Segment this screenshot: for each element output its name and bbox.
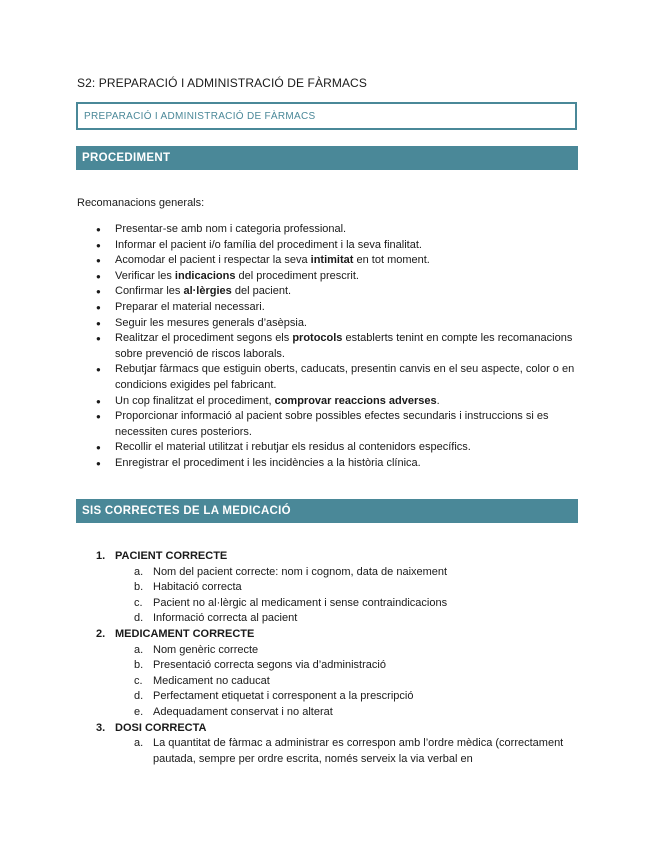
sub-list	[115, 643, 576, 721]
sub-list-item: e. Adequadament conservat i no alterat	[134, 705, 333, 718]
procediment-heading: PROCEDIMENT	[82, 152, 171, 164]
list-item: ● Preparar el material necessari.	[96, 300, 576, 316]
recommendations-intro: Recomanacions generals:	[77, 197, 205, 209]
list-item: ● Realitzar el procediment segons els protocols establerts tenint en compte les recomanacions sobre prevenció de riscos laborals.	[96, 331, 576, 362]
sub-list	[115, 736, 576, 767]
boxed-section-title-text: PREPARACIÓ I ADMINISTRACIÓ DE FÀRMACS	[84, 111, 316, 122]
list-item: ● Informar el pacient i/o família del procediment i la seva finalitat.	[96, 238, 576, 254]
sub-list-item: b. Presentació correcta segons via d’administració	[134, 659, 386, 672]
sis-correctes-list	[96, 549, 576, 767]
list-item: ● Enregistrar el procediment i les incidències a la història clínica.	[96, 456, 576, 472]
list-item: ● Verificar les indicacions del procediment prescrit.	[96, 269, 576, 285]
list-item: ● Proporcionar informació al pacient sobre possibles efectes secundaris i instruccions si es necessiten cures posteriors.	[96, 409, 576, 440]
sub-list-item: a. Nom del pacient correcte: nom i cognom, data de naixement	[134, 565, 448, 578]
item-number: 2.	[96, 627, 106, 640]
sub-list-item: c. Medicament no caducat	[134, 674, 270, 687]
item-number: 1.	[96, 550, 106, 562]
item-title: MEDICAMENT CORRECTE	[115, 627, 255, 640]
list-item	[96, 549, 576, 627]
list-item: ● Recollir el material utilitzat i rebutjar els residus al contenidors específics.	[96, 440, 576, 456]
sub-list-item: a. La quantitat de fàrmac a administrar es correspon amb l’ordre mèdica (correctament pautada, sempre per ordre escrita, només serveix la via verbal en	[134, 737, 564, 765]
procediment-heading-bar	[76, 146, 578, 170]
list-item: ● Rebutjar fàrmacs que estiguin oberts, caducats, presentin canvis en el seu aspecte, color o en condicions exigides pel fabricant.	[96, 362, 576, 393]
sub-list-item: c. Pacient no al·lèrgic al medicament i sense contraindicacions	[134, 596, 448, 609]
sub-list-item: d. Perfectament etiquetat i corresponent a la prescripció	[134, 690, 414, 703]
list-item: ● Presentar-se amb nom i categoria professional.	[96, 222, 576, 238]
item-title: PACIENT CORRECTE	[115, 550, 228, 562]
page-title: S2: PREPARACIÓ I ADMINISTRACIÓ DE FÀRMACS	[77, 76, 367, 90]
sub-list-item: a. Nom genèric correcte	[134, 643, 259, 656]
list-item: ● Acomodar el pacient i respectar la seva intimitat en tot moment.	[96, 253, 576, 269]
sub-list-item: b. Habitació correcta	[134, 581, 242, 594]
sis-correctes-heading: SIS CORRECTES DE LA MEDICACIÓ	[82, 505, 291, 517]
boxed-section-title	[76, 102, 577, 130]
item-number: 3.	[96, 721, 106, 734]
sis-correctes-heading-bar	[76, 499, 578, 523]
list-item: ● Confirmar les al·lèrgies del pacient.	[96, 284, 576, 300]
sub-list-item: d. Informació correcta al pacient	[134, 612, 298, 625]
list-item	[96, 721, 576, 768]
list-item	[96, 627, 576, 721]
item-title: DOSI CORRECTA	[115, 721, 207, 734]
list-item: ● Un cop finalitzat el procediment, comprovar reaccions adverses.	[96, 394, 576, 410]
list-item: ● Seguir les mesures generals d’asèpsia.	[96, 316, 576, 332]
recommendations-list	[96, 222, 576, 472]
sub-list	[115, 565, 576, 627]
